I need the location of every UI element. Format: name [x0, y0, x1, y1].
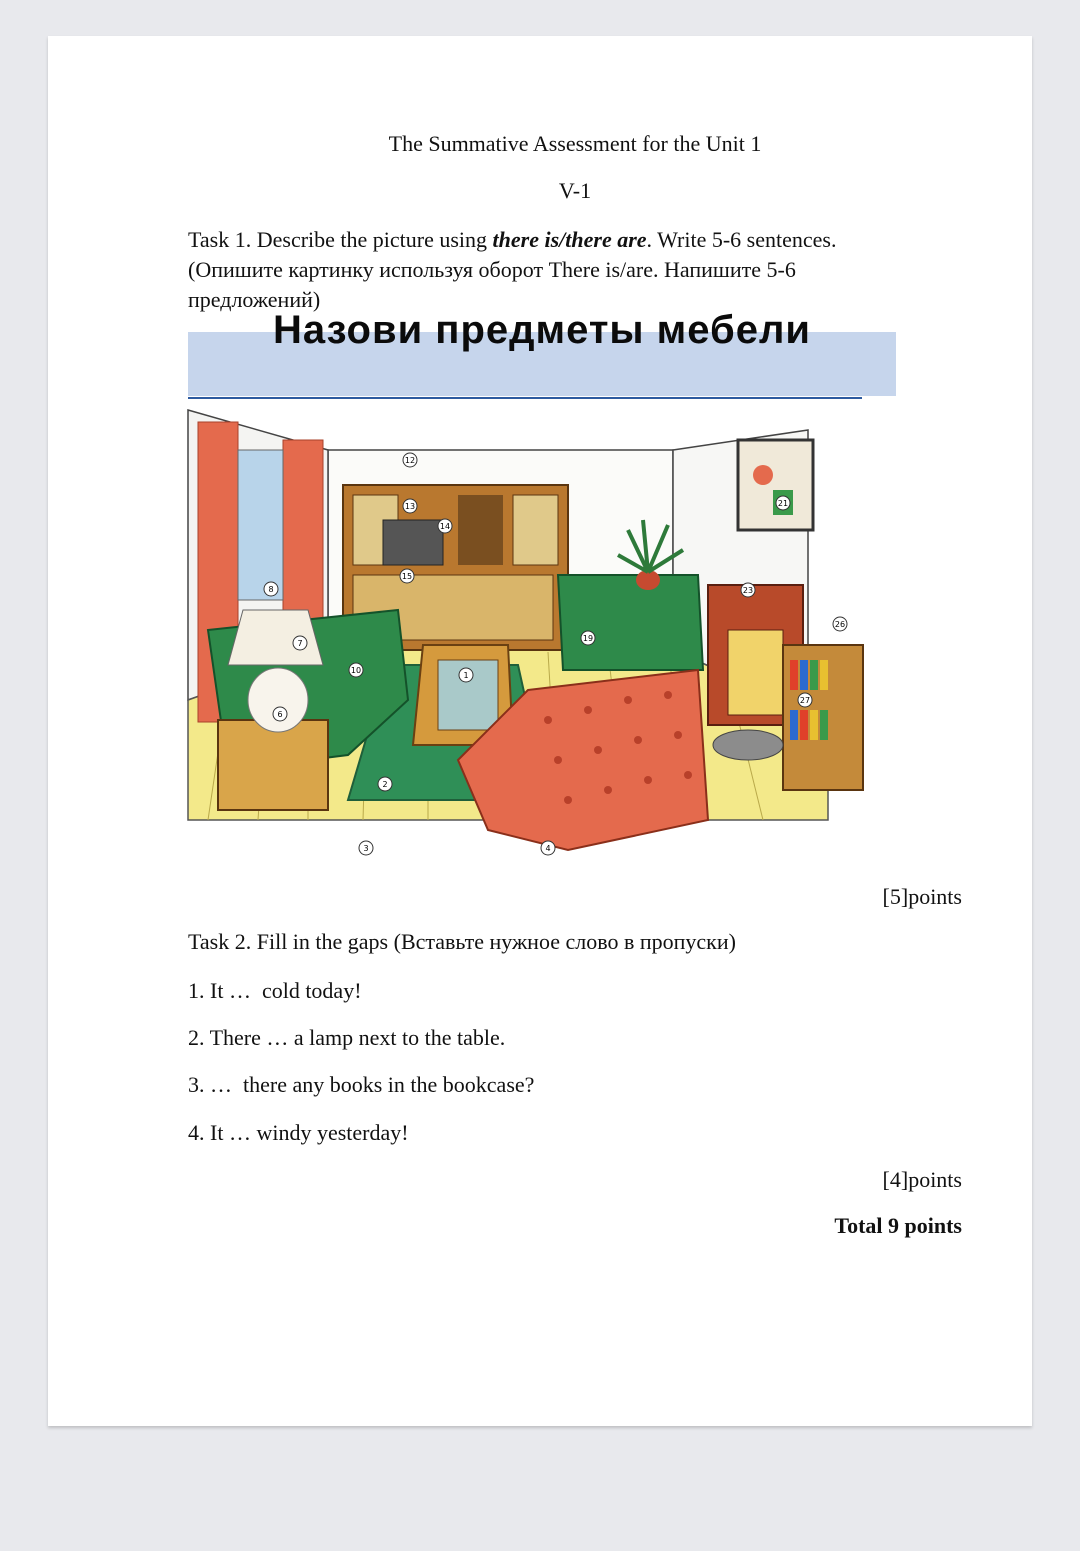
svg-text:3: 3 [363, 844, 369, 853]
task1-suffix: . Write 5-6 sentences. (Опишите картинку используя оборот There is/are. Напишите 5-6 предложений) [188, 227, 837, 312]
task1-emphasis: there is/there are [492, 227, 647, 252]
picture-label-4 [541, 841, 555, 855]
svg-text:23: 23 [742, 586, 754, 595]
task1-prefix: Task 1. Describe the picture using [188, 227, 493, 252]
picture-label-10 [349, 663, 363, 677]
banner-underline [188, 397, 862, 399]
picture-label-19 [581, 631, 595, 645]
picture-label-21 [776, 496, 790, 510]
question-2: 2. There … a lamp next to the table. [188, 1025, 506, 1050]
picture-label-6 [273, 707, 287, 721]
total-points: Total 9 points [834, 1213, 962, 1238]
question-4: 4. It … windy yesterday! [188, 1120, 409, 1145]
picture-label-27 [798, 693, 812, 707]
picture-label-14 [438, 519, 452, 533]
picture-label-2 [378, 777, 392, 791]
task2-heading: Task 2. Fill in the gaps (Вставьте нужное слово в пропуски) [188, 929, 736, 954]
svg-text:10: 10 [350, 666, 362, 675]
picture-label-3 [359, 841, 373, 855]
picture-banner-text: Назови предметы мебели [273, 308, 811, 352]
picture-label-1 [459, 668, 473, 682]
variant-label: V-1 [558, 178, 592, 203]
svg-text:14: 14 [439, 522, 451, 531]
svg-text:4: 4 [545, 844, 551, 853]
task1-instructions [188, 225, 908, 315]
document-page [48, 36, 1032, 1426]
svg-text:1: 1 [463, 671, 469, 680]
picture-label-13 [403, 499, 417, 513]
picture-label-8 [264, 582, 278, 596]
svg-text:19: 19 [582, 634, 594, 643]
picture-label-15 [400, 569, 414, 583]
svg-text:26: 26 [834, 620, 846, 629]
picture-label-7 [293, 636, 307, 650]
document-title: The Summative Assessment for the Unit 1 [388, 131, 762, 156]
svg-text:21: 21 [777, 499, 789, 508]
svg-text:6: 6 [277, 710, 283, 719]
living-room-illustration [188, 400, 898, 865]
question-3: 3. … there any books in the bookcase? [188, 1072, 535, 1097]
svg-text:8: 8 [268, 585, 274, 594]
svg-text:13: 13 [404, 502, 416, 511]
svg-text:27: 27 [799, 696, 811, 705]
picture-label-12 [403, 453, 417, 467]
picture-label-26 [833, 617, 847, 631]
picture-banner [188, 308, 896, 396]
task1-points: [5]points [882, 884, 962, 909]
svg-text:7: 7 [297, 639, 303, 648]
svg-text:12: 12 [404, 456, 416, 465]
task2-points: [4]points [882, 1167, 962, 1192]
svg-text:15: 15 [401, 572, 413, 581]
svg-text:2: 2 [382, 780, 388, 789]
question-1: 1. It … cold today! [188, 978, 362, 1003]
picture-label-23 [741, 583, 755, 597]
